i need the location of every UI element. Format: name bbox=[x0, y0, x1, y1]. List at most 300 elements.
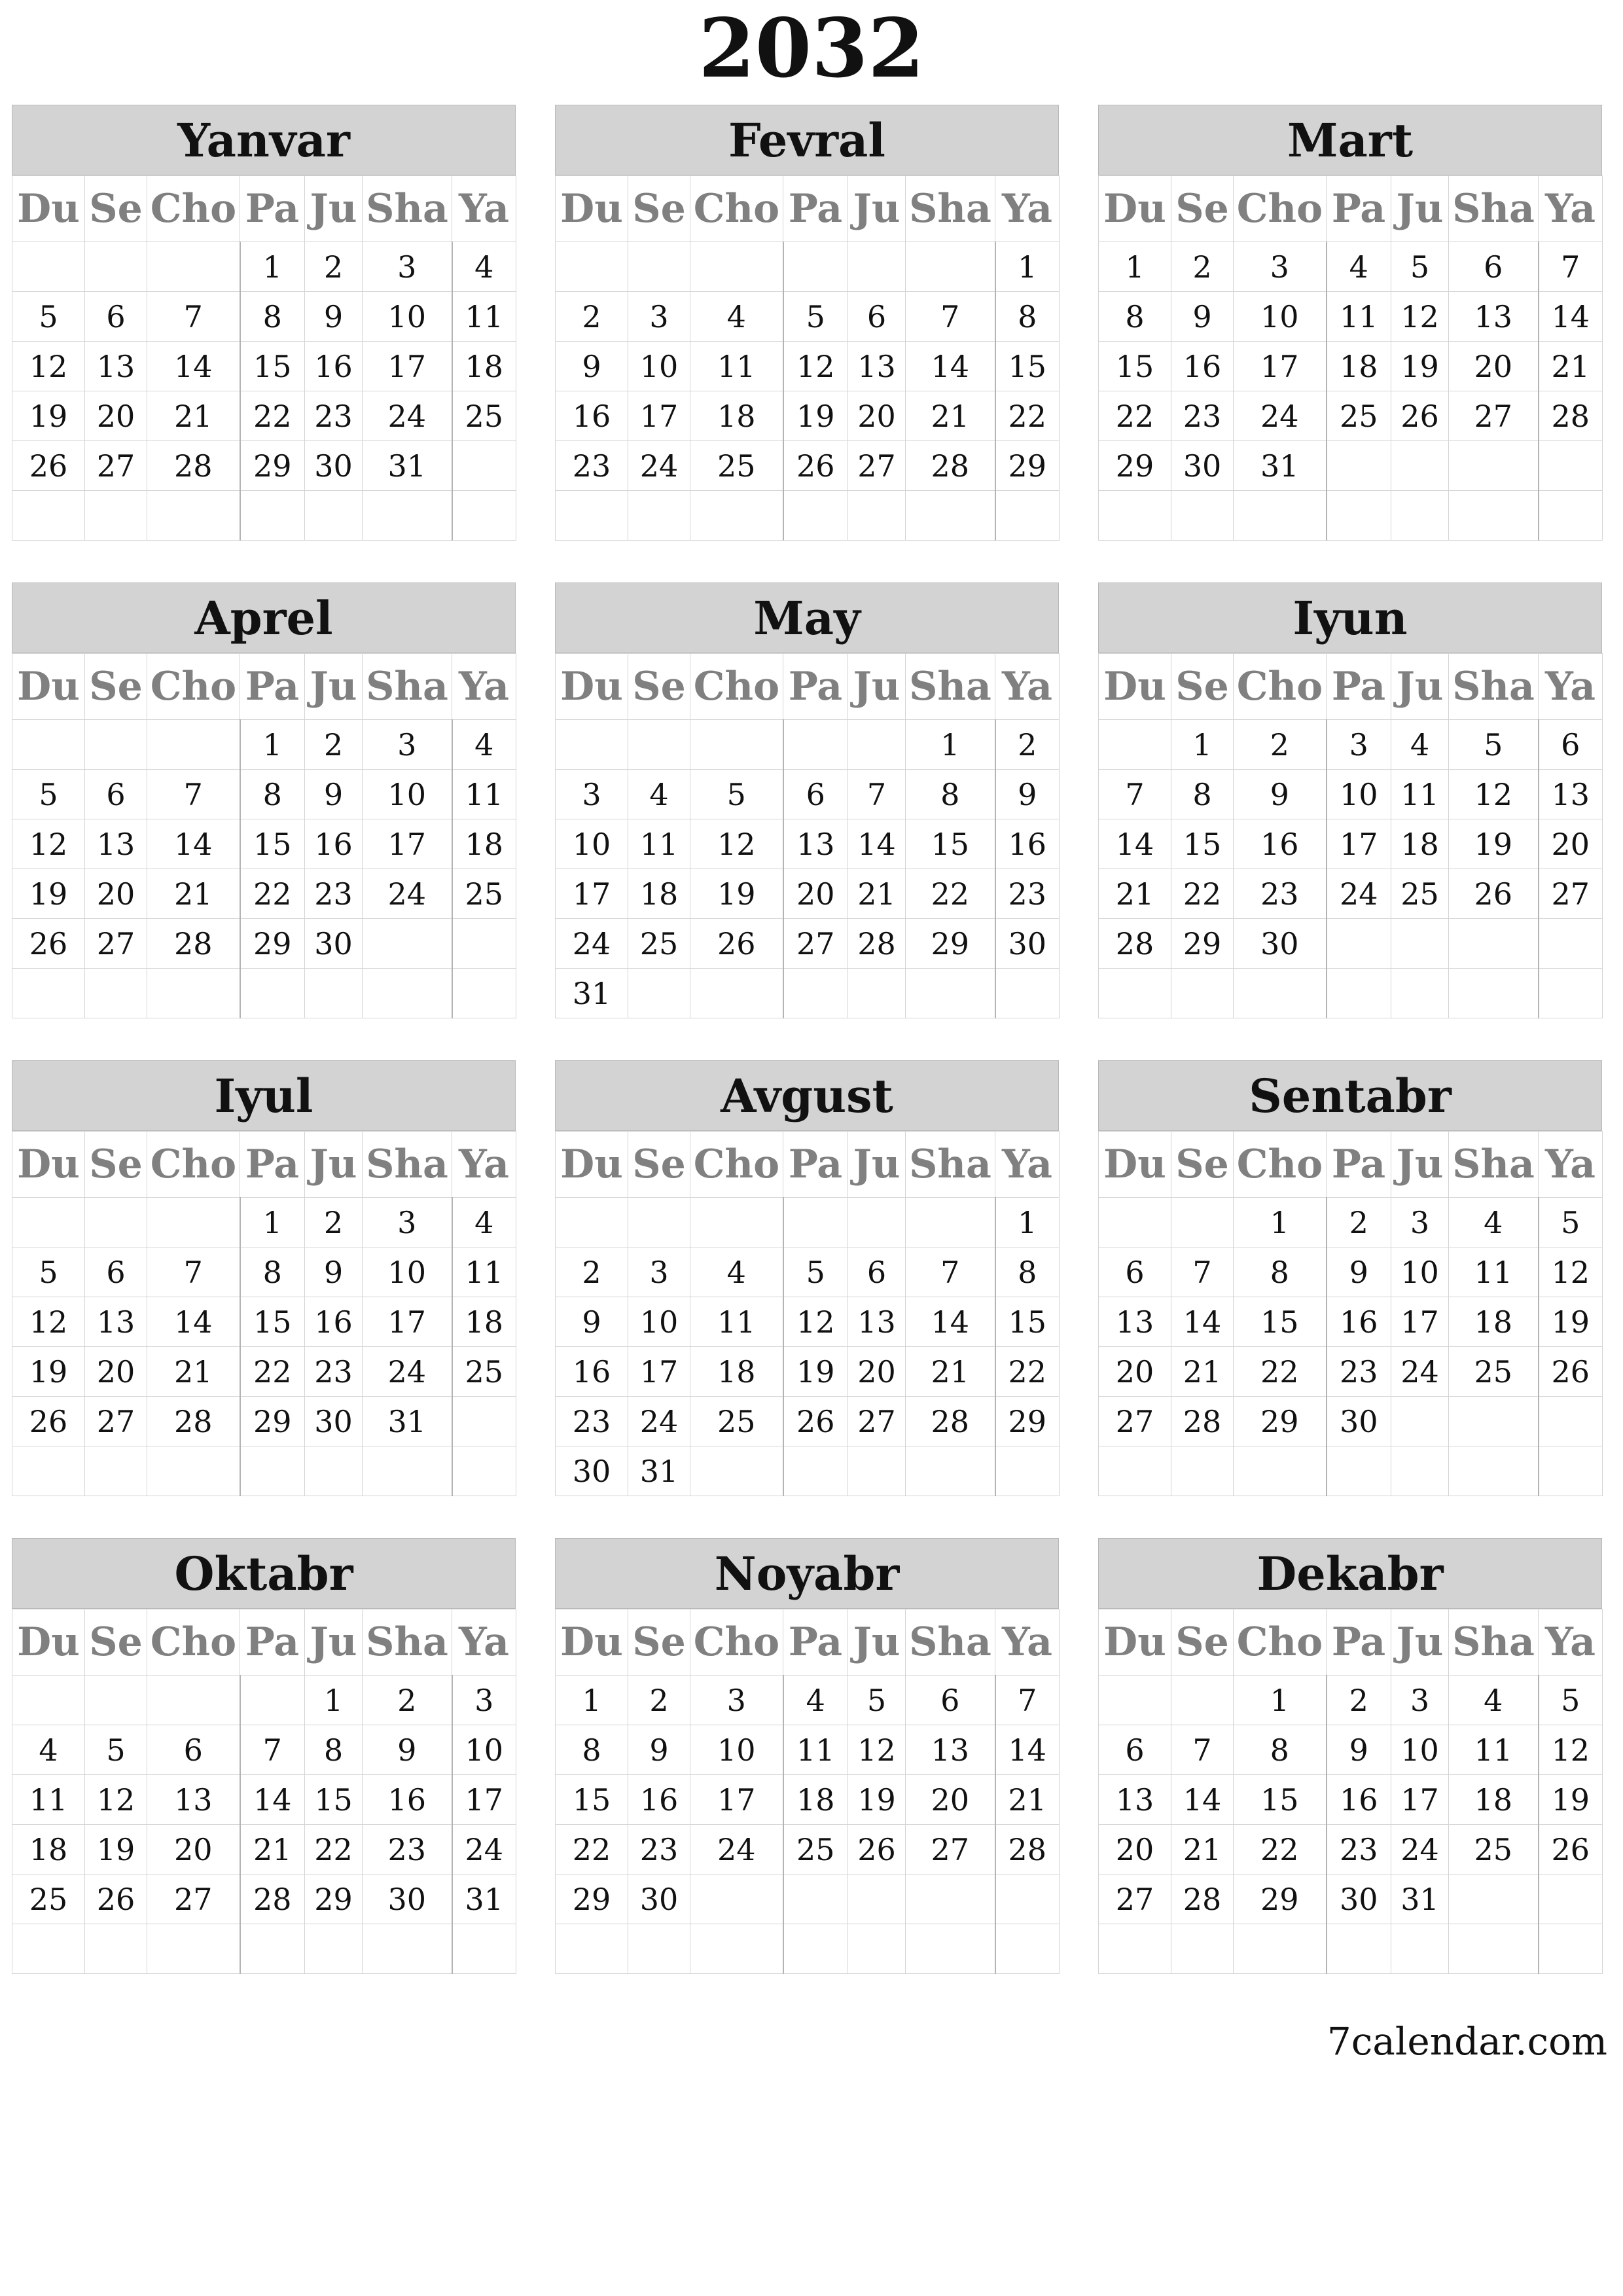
day-cell bbox=[452, 969, 516, 1018]
day-cell: 16 bbox=[556, 1347, 628, 1397]
day-cell bbox=[556, 1198, 628, 1247]
day-cell: 24 bbox=[628, 441, 690, 491]
site-credit: 7calendar.com bbox=[1327, 2019, 1607, 2064]
week-row bbox=[556, 1676, 1060, 1725]
day-cell bbox=[1539, 1397, 1603, 1446]
day-cell: 2 bbox=[556, 1247, 628, 1297]
weekday-label: Cho bbox=[147, 1132, 240, 1198]
weekday-label: Ya bbox=[452, 654, 516, 720]
day-cell: 10 bbox=[556, 819, 628, 869]
week-row bbox=[1099, 391, 1603, 441]
day-cell bbox=[1099, 1924, 1171, 1974]
day-cell bbox=[1449, 969, 1539, 1018]
day-cell: 24 bbox=[1391, 1347, 1449, 1397]
day-cell: 1 bbox=[1234, 1198, 1327, 1247]
week-row bbox=[12, 819, 516, 869]
day-cell: 9 bbox=[1171, 292, 1234, 342]
weekday-label: Se bbox=[1171, 1609, 1234, 1676]
weekday-label: Ju bbox=[1391, 1609, 1449, 1676]
day-cell: 20 bbox=[1449, 342, 1539, 391]
day-cell: 5 bbox=[690, 770, 783, 819]
day-cell: 16 bbox=[305, 1297, 363, 1347]
day-cell: 19 bbox=[1539, 1297, 1603, 1347]
day-cell bbox=[1327, 969, 1391, 1018]
day-cell: 3 bbox=[1391, 1676, 1449, 1725]
day-cell: 11 bbox=[1327, 292, 1391, 342]
week-row bbox=[1099, 242, 1603, 292]
month-grid bbox=[12, 1609, 516, 1974]
weekday-label: Sha bbox=[363, 654, 452, 720]
day-cell bbox=[12, 242, 85, 292]
day-cell bbox=[995, 1924, 1060, 1974]
day-cell: 23 bbox=[305, 391, 363, 441]
weekday-label: Cho bbox=[147, 1609, 240, 1676]
day-cell bbox=[12, 1676, 85, 1725]
day-cell bbox=[240, 969, 305, 1018]
day-cell: 2 bbox=[556, 292, 628, 342]
week-row bbox=[1099, 919, 1603, 969]
weekday-label: Sha bbox=[363, 1609, 452, 1676]
day-cell bbox=[1099, 491, 1171, 541]
day-cell bbox=[1539, 1924, 1603, 1974]
day-cell bbox=[305, 969, 363, 1018]
day-cell: 10 bbox=[690, 1725, 783, 1775]
month-name: Avgust bbox=[555, 1060, 1059, 1131]
day-cell: 24 bbox=[1391, 1825, 1449, 1874]
day-cell: 16 bbox=[1171, 342, 1234, 391]
day-cell: 3 bbox=[1391, 1198, 1449, 1247]
day-cell: 29 bbox=[1171, 919, 1234, 969]
day-cell: 25 bbox=[452, 1347, 516, 1397]
day-cell: 14 bbox=[848, 819, 906, 869]
day-cell: 31 bbox=[363, 441, 452, 491]
day-cell bbox=[906, 1924, 995, 1974]
day-cell: 20 bbox=[1539, 819, 1603, 869]
day-cell: 7 bbox=[848, 770, 906, 819]
day-cell: 21 bbox=[1171, 1825, 1234, 1874]
day-cell: 12 bbox=[12, 819, 85, 869]
year-title: 2032 bbox=[698, 1, 925, 96]
weekday-label: Ya bbox=[452, 176, 516, 242]
day-cell: 26 bbox=[783, 1397, 848, 1446]
day-cell bbox=[452, 441, 516, 491]
week-row bbox=[556, 242, 1060, 292]
day-cell bbox=[305, 1924, 363, 1974]
weekday-header-row bbox=[1099, 1132, 1603, 1198]
week-row bbox=[12, 1247, 516, 1297]
day-cell: 12 bbox=[1449, 770, 1539, 819]
day-cell bbox=[1327, 1924, 1391, 1974]
day-cell: 23 bbox=[1327, 1825, 1391, 1874]
day-cell bbox=[363, 491, 452, 541]
weekday-label: Ya bbox=[1539, 654, 1603, 720]
weekday-label: Pa bbox=[240, 1132, 305, 1198]
day-cell: 25 bbox=[452, 391, 516, 441]
weekday-label: Ju bbox=[305, 654, 363, 720]
weekday-header-row bbox=[12, 654, 516, 720]
day-cell bbox=[783, 969, 848, 1018]
day-cell: 10 bbox=[363, 770, 452, 819]
weekday-header-row bbox=[1099, 654, 1603, 720]
day-cell: 13 bbox=[848, 1297, 906, 1347]
weekday-label: Ya bbox=[452, 1609, 516, 1676]
day-cell bbox=[783, 1198, 848, 1247]
day-cell: 20 bbox=[1099, 1825, 1171, 1874]
day-cell bbox=[783, 720, 848, 770]
day-cell: 21 bbox=[147, 1347, 240, 1397]
month-block bbox=[555, 1538, 1059, 1974]
day-cell: 5 bbox=[12, 770, 85, 819]
day-cell: 29 bbox=[240, 1397, 305, 1446]
weekday-label: Ya bbox=[995, 1609, 1060, 1676]
day-cell: 19 bbox=[12, 869, 85, 919]
day-cell: 15 bbox=[240, 1297, 305, 1347]
day-cell: 1 bbox=[240, 720, 305, 770]
month-grid bbox=[1098, 1131, 1603, 1496]
day-cell bbox=[1099, 1676, 1171, 1725]
day-cell bbox=[240, 1676, 305, 1725]
day-cell: 26 bbox=[1391, 391, 1449, 441]
week-row bbox=[556, 1198, 1060, 1247]
day-cell: 28 bbox=[240, 1874, 305, 1924]
weekday-label: Du bbox=[1099, 176, 1171, 242]
day-cell bbox=[690, 1198, 783, 1247]
day-cell: 1 bbox=[906, 720, 995, 770]
day-cell bbox=[556, 720, 628, 770]
day-cell: 24 bbox=[452, 1825, 516, 1874]
week-row bbox=[556, 919, 1060, 969]
day-cell: 9 bbox=[1234, 770, 1327, 819]
weekday-label: Cho bbox=[690, 1609, 783, 1676]
weekday-label: Pa bbox=[240, 654, 305, 720]
day-cell: 19 bbox=[12, 1347, 85, 1397]
day-cell: 3 bbox=[363, 242, 452, 292]
day-cell bbox=[240, 1446, 305, 1496]
day-cell: 17 bbox=[452, 1775, 516, 1825]
weekday-label: Se bbox=[85, 1132, 147, 1198]
day-cell: 12 bbox=[1539, 1725, 1603, 1775]
day-cell: 5 bbox=[1539, 1198, 1603, 1247]
day-cell bbox=[305, 1446, 363, 1496]
day-cell: 15 bbox=[906, 819, 995, 869]
day-cell: 16 bbox=[305, 819, 363, 869]
month-grid bbox=[555, 653, 1060, 1018]
day-cell: 13 bbox=[147, 1775, 240, 1825]
weekday-label: Sha bbox=[1449, 1609, 1539, 1676]
day-cell: 30 bbox=[628, 1874, 690, 1924]
day-cell: 28 bbox=[995, 1825, 1060, 1874]
week-row bbox=[556, 1825, 1060, 1874]
day-cell: 31 bbox=[1234, 441, 1327, 491]
day-cell: 10 bbox=[363, 292, 452, 342]
weekday-label: Sha bbox=[1449, 176, 1539, 242]
day-cell: 2 bbox=[1327, 1676, 1391, 1725]
day-cell: 19 bbox=[85, 1825, 147, 1874]
day-cell bbox=[363, 969, 452, 1018]
day-cell: 12 bbox=[1391, 292, 1449, 342]
day-cell bbox=[85, 1198, 147, 1247]
day-cell: 21 bbox=[1171, 1347, 1234, 1397]
weekday-label: Pa bbox=[240, 176, 305, 242]
day-cell: 14 bbox=[1099, 819, 1171, 869]
day-cell: 19 bbox=[1539, 1775, 1603, 1825]
day-cell: 28 bbox=[906, 441, 995, 491]
day-cell: 31 bbox=[556, 969, 628, 1018]
weekday-label: Pa bbox=[1327, 654, 1391, 720]
day-cell: 11 bbox=[452, 770, 516, 819]
day-cell: 14 bbox=[240, 1775, 305, 1825]
day-cell bbox=[240, 491, 305, 541]
week-row bbox=[12, 1825, 516, 1874]
day-cell: 11 bbox=[1449, 1247, 1539, 1297]
day-cell: 27 bbox=[1099, 1874, 1171, 1924]
day-cell: 17 bbox=[1391, 1775, 1449, 1825]
day-cell: 17 bbox=[690, 1775, 783, 1825]
day-cell: 27 bbox=[85, 1397, 147, 1446]
month-name: Yanvar bbox=[12, 105, 516, 175]
weekday-label: Du bbox=[12, 1132, 85, 1198]
weekday-label: Du bbox=[556, 176, 628, 242]
day-cell: 12 bbox=[12, 342, 85, 391]
month-name: Aprel bbox=[12, 583, 516, 653]
day-cell: 23 bbox=[1327, 1347, 1391, 1397]
day-cell: 16 bbox=[995, 819, 1060, 869]
day-cell: 20 bbox=[848, 391, 906, 441]
day-cell: 12 bbox=[848, 1725, 906, 1775]
week-row bbox=[556, 819, 1060, 869]
day-cell bbox=[147, 720, 240, 770]
day-cell: 1 bbox=[556, 1676, 628, 1725]
day-cell: 14 bbox=[906, 342, 995, 391]
day-cell: 26 bbox=[1539, 1347, 1603, 1397]
week-row bbox=[556, 969, 1060, 1018]
day-cell: 20 bbox=[85, 869, 147, 919]
day-cell: 23 bbox=[1234, 869, 1327, 919]
day-cell: 6 bbox=[783, 770, 848, 819]
day-cell: 10 bbox=[1391, 1247, 1449, 1297]
day-cell bbox=[1391, 919, 1449, 969]
day-cell: 5 bbox=[85, 1725, 147, 1775]
weekday-label: Sha bbox=[363, 176, 452, 242]
day-cell: 18 bbox=[628, 869, 690, 919]
day-cell bbox=[628, 491, 690, 541]
day-cell: 12 bbox=[85, 1775, 147, 1825]
weekday-label: Cho bbox=[147, 176, 240, 242]
day-cell: 6 bbox=[85, 770, 147, 819]
day-cell: 27 bbox=[147, 1874, 240, 1924]
day-cell bbox=[848, 720, 906, 770]
weekday-label: Cho bbox=[690, 654, 783, 720]
day-cell: 2 bbox=[305, 1198, 363, 1247]
day-cell bbox=[1449, 1924, 1539, 1974]
day-cell bbox=[85, 969, 147, 1018]
day-cell: 4 bbox=[452, 1198, 516, 1247]
day-cell bbox=[628, 720, 690, 770]
weekday-label: Sha bbox=[1449, 1132, 1539, 1198]
week-row bbox=[556, 869, 1060, 919]
day-cell bbox=[1449, 1397, 1539, 1446]
day-cell: 30 bbox=[1327, 1397, 1391, 1446]
day-cell: 22 bbox=[995, 1347, 1060, 1397]
day-cell: 6 bbox=[1099, 1247, 1171, 1297]
day-cell: 9 bbox=[556, 342, 628, 391]
month-name: Iyun bbox=[1098, 583, 1602, 653]
week-row bbox=[556, 391, 1060, 441]
month-block bbox=[1098, 1060, 1602, 1496]
weekday-header-row bbox=[556, 1132, 1060, 1198]
day-cell bbox=[452, 1924, 516, 1974]
day-cell bbox=[1171, 1676, 1234, 1725]
day-cell: 1 bbox=[240, 1198, 305, 1247]
weekday-label: Sha bbox=[1449, 654, 1539, 720]
day-cell: 18 bbox=[1449, 1297, 1539, 1347]
day-cell bbox=[628, 969, 690, 1018]
weekday-label: Sha bbox=[906, 1609, 995, 1676]
weekday-label: Du bbox=[556, 1609, 628, 1676]
day-cell bbox=[1391, 491, 1449, 541]
day-cell: 6 bbox=[848, 1247, 906, 1297]
day-cell bbox=[85, 242, 147, 292]
day-cell: 15 bbox=[1099, 342, 1171, 391]
week-row bbox=[12, 869, 516, 919]
day-cell: 28 bbox=[848, 919, 906, 969]
day-cell: 22 bbox=[240, 869, 305, 919]
week-row bbox=[556, 342, 1060, 391]
day-cell: 5 bbox=[12, 292, 85, 342]
month-name: Dekabr bbox=[1098, 1538, 1602, 1609]
weekday-label: Du bbox=[556, 654, 628, 720]
day-cell: 12 bbox=[690, 819, 783, 869]
week-row bbox=[556, 1347, 1060, 1397]
day-cell: 4 bbox=[452, 242, 516, 292]
day-cell: 29 bbox=[1234, 1397, 1327, 1446]
day-cell: 9 bbox=[363, 1725, 452, 1775]
day-cell: 19 bbox=[848, 1775, 906, 1825]
week-row bbox=[556, 292, 1060, 342]
week-row bbox=[556, 1725, 1060, 1775]
day-cell: 14 bbox=[995, 1725, 1060, 1775]
day-cell: 16 bbox=[628, 1775, 690, 1825]
day-cell: 31 bbox=[1391, 1874, 1449, 1924]
weekday-label: Se bbox=[1171, 654, 1234, 720]
week-row bbox=[12, 292, 516, 342]
day-cell: 5 bbox=[848, 1676, 906, 1725]
day-cell bbox=[848, 242, 906, 292]
weekday-label: Du bbox=[556, 1132, 628, 1198]
day-cell: 8 bbox=[240, 1247, 305, 1297]
day-cell: 24 bbox=[363, 391, 452, 441]
month-grid bbox=[12, 175, 516, 541]
week-row bbox=[556, 441, 1060, 491]
day-cell: 7 bbox=[147, 292, 240, 342]
week-row bbox=[556, 1924, 1060, 1974]
weekday-label: Ju bbox=[1391, 654, 1449, 720]
day-cell bbox=[305, 491, 363, 541]
weekday-label: Sha bbox=[906, 176, 995, 242]
month-block bbox=[555, 105, 1059, 541]
day-cell: 11 bbox=[690, 342, 783, 391]
day-cell: 13 bbox=[1099, 1297, 1171, 1347]
month-grid bbox=[1098, 1609, 1603, 1974]
month-block bbox=[1098, 583, 1602, 1018]
day-cell: 30 bbox=[305, 441, 363, 491]
day-cell: 9 bbox=[1327, 1725, 1391, 1775]
weekday-label: Se bbox=[85, 1609, 147, 1676]
day-cell: 27 bbox=[848, 441, 906, 491]
weekday-label: Cho bbox=[147, 654, 240, 720]
week-row bbox=[556, 720, 1060, 770]
day-cell: 20 bbox=[848, 1347, 906, 1397]
day-cell: 9 bbox=[305, 770, 363, 819]
weekday-label: Cho bbox=[690, 1132, 783, 1198]
day-cell bbox=[848, 1198, 906, 1247]
month-name: Iyul bbox=[12, 1060, 516, 1131]
day-cell: 1 bbox=[1099, 242, 1171, 292]
weekday-label: Sha bbox=[906, 654, 995, 720]
day-cell: 17 bbox=[1327, 819, 1391, 869]
weekday-label: Du bbox=[1099, 1609, 1171, 1676]
day-cell: 29 bbox=[1234, 1874, 1327, 1924]
day-cell: 7 bbox=[995, 1676, 1060, 1725]
day-cell bbox=[147, 969, 240, 1018]
day-cell: 14 bbox=[906, 1297, 995, 1347]
day-cell: 4 bbox=[12, 1725, 85, 1775]
day-cell: 15 bbox=[556, 1775, 628, 1825]
weekday-label: Ju bbox=[848, 1132, 906, 1198]
weekday-label: Pa bbox=[1327, 176, 1391, 242]
weekday-label: Ya bbox=[995, 1132, 1060, 1198]
day-cell: 23 bbox=[556, 441, 628, 491]
week-row bbox=[1099, 1347, 1603, 1397]
day-cell: 25 bbox=[628, 919, 690, 969]
day-cell bbox=[452, 1446, 516, 1496]
day-cell: 21 bbox=[240, 1825, 305, 1874]
day-cell: 27 bbox=[1099, 1397, 1171, 1446]
day-cell bbox=[848, 969, 906, 1018]
day-cell: 5 bbox=[12, 1247, 85, 1297]
day-cell bbox=[1449, 441, 1539, 491]
day-cell: 15 bbox=[240, 819, 305, 869]
day-cell bbox=[690, 720, 783, 770]
day-cell: 30 bbox=[995, 919, 1060, 969]
week-row bbox=[556, 1297, 1060, 1347]
weekday-label: Du bbox=[1099, 654, 1171, 720]
week-row bbox=[12, 720, 516, 770]
day-cell: 26 bbox=[783, 441, 848, 491]
weekday-label: Se bbox=[85, 176, 147, 242]
week-row bbox=[1099, 1676, 1603, 1725]
day-cell bbox=[848, 1446, 906, 1496]
day-cell: 22 bbox=[305, 1825, 363, 1874]
day-cell bbox=[1099, 1198, 1171, 1247]
day-cell: 18 bbox=[452, 342, 516, 391]
day-cell: 19 bbox=[12, 391, 85, 441]
week-row bbox=[12, 1297, 516, 1347]
day-cell: 4 bbox=[452, 720, 516, 770]
day-cell: 10 bbox=[363, 1247, 452, 1297]
day-cell: 29 bbox=[240, 441, 305, 491]
day-cell bbox=[85, 720, 147, 770]
day-cell: 4 bbox=[690, 1247, 783, 1297]
day-cell: 26 bbox=[848, 1825, 906, 1874]
day-cell: 11 bbox=[452, 292, 516, 342]
day-cell: 28 bbox=[147, 1397, 240, 1446]
week-row bbox=[12, 242, 516, 292]
day-cell bbox=[1391, 969, 1449, 1018]
day-cell: 25 bbox=[690, 1397, 783, 1446]
weekday-label: Du bbox=[1099, 1132, 1171, 1198]
day-cell: 22 bbox=[1234, 1825, 1327, 1874]
